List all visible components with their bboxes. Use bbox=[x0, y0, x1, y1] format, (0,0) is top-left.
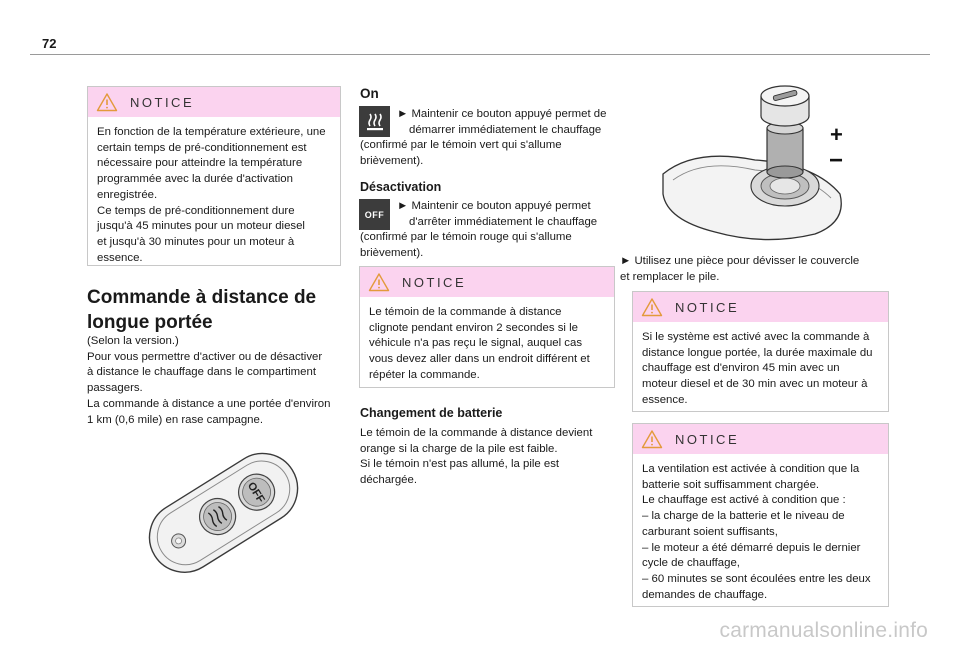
battery-replacement-illustration bbox=[655, 82, 855, 247]
intro-line: passagers. bbox=[87, 382, 143, 395]
heading-battery-change: Changement de batterie bbox=[360, 406, 503, 420]
notice-ventilation bbox=[632, 423, 889, 607]
battery-line: Le témoin de la commande à distance devient bbox=[360, 427, 593, 439]
warning-icon bbox=[641, 429, 663, 449]
header-divider bbox=[30, 54, 930, 55]
warning-icon bbox=[641, 297, 663, 317]
notice-line: jusqu'à 45 minutes pour un moteur diesel bbox=[97, 220, 305, 233]
deactivation-description bbox=[360, 199, 622, 262]
deactivation-line: d'arrêter immédiatement le chauffage bbox=[409, 215, 598, 228]
on-line: ► Maintenir ce bouton appuyé permet de bbox=[397, 108, 607, 120]
deactivation-line: ► Maintenir ce bouton appuyé permet bbox=[397, 200, 591, 212]
notice-line: chauffage est d'environ 45 min avec un bbox=[642, 362, 840, 375]
off-icon-label: OFF bbox=[364, 209, 385, 220]
intro-line: 1 km (0,6 mile) en rase campagne. bbox=[87, 413, 263, 426]
notice-line: essence. bbox=[642, 393, 688, 406]
notice-preconditioning bbox=[87, 86, 341, 266]
notice-line: – la charge de la batterie et le niveau de bbox=[642, 510, 845, 523]
notice-line: – le moteur a été démarré depuis le dernier bbox=[642, 541, 861, 554]
battery-plus-label: + bbox=[830, 122, 843, 147]
intro-line: (Selon la version.) bbox=[87, 335, 179, 347]
notice-title: NOTICE bbox=[675, 431, 740, 447]
section-heading-remote bbox=[87, 285, 347, 335]
notice-line: vous devez aller dans un endroit différent et bbox=[369, 353, 590, 366]
on-line: démarrer immédiatement le chauffage bbox=[409, 123, 602, 136]
notice-max-duration bbox=[632, 291, 889, 412]
page-number: 72 bbox=[42, 36, 57, 51]
intro-line: à distance le chauffage dans le compartiment bbox=[87, 366, 317, 379]
notice-line: véhicule n'a pas reçu le signal, auquel cas bbox=[369, 337, 583, 350]
heading-deactivation: Désactivation bbox=[360, 180, 442, 194]
notice-line: batterie soit suffisamment chargée. bbox=[642, 478, 820, 491]
notice-line: cycle de chauffage, bbox=[642, 557, 740, 570]
watermark: carmanualsonline.info bbox=[719, 619, 928, 642]
remote-control-illustration bbox=[128, 440, 318, 585]
on-line: brièvement). bbox=[360, 155, 424, 168]
notice-line: carburant soient suffisants, bbox=[642, 525, 778, 538]
notice-header bbox=[633, 424, 888, 454]
notice-line: En fonction de la température extérieure, une bbox=[97, 126, 326, 138]
notice-line: demandes de chauffage. bbox=[642, 588, 768, 601]
notice-body bbox=[360, 297, 614, 392]
unscrew-instruction bbox=[620, 254, 900, 285]
on-line: (confirmé par le témoin vert qui s'allume bbox=[360, 139, 562, 152]
battery-line: orange si la charge de la pile est faible. bbox=[360, 442, 558, 455]
deactivation-line: brièvement). bbox=[360, 247, 424, 260]
notice-line: essence. bbox=[97, 251, 143, 264]
on-description bbox=[360, 107, 622, 170]
remote-off-label: OFF bbox=[244, 480, 267, 506]
battery-minus-label: − bbox=[829, 147, 844, 174]
notice-header bbox=[360, 267, 614, 297]
battery-line: Si le témoin n'est pas allumé, la pile est bbox=[360, 458, 560, 471]
battery-description bbox=[360, 426, 622, 489]
notice-line: – 60 minutes se sont écoulées entre les deux bbox=[642, 572, 871, 585]
notice-signal bbox=[359, 266, 615, 388]
notice-line: clignote pendant environ 2 secondes si le bbox=[369, 321, 578, 334]
notice-line: Le chauffage est activé à condition que : bbox=[642, 494, 846, 507]
notice-body bbox=[88, 117, 340, 274]
notice-line: moteur diesel et de 30 min avec un moteur à bbox=[642, 378, 868, 391]
notice-line: nécessaire pour atteindre la température bbox=[97, 157, 303, 170]
notice-header bbox=[88, 87, 340, 117]
notice-line: Si le système est activé avec la commande à bbox=[642, 331, 870, 343]
warning-icon bbox=[96, 92, 118, 112]
notice-line: programmée avec la durée d'activation bbox=[97, 173, 293, 186]
heading-line: longue portée bbox=[87, 312, 213, 333]
heading-line: Commande à distance de bbox=[87, 287, 317, 308]
remote-intro bbox=[87, 334, 347, 428]
notice-line: et jusqu'à 30 minutes pour un moteur à bbox=[97, 235, 295, 248]
notice-line: enregistrée. bbox=[97, 188, 158, 201]
notice-title: NOTICE bbox=[675, 299, 740, 315]
notice-body bbox=[633, 454, 888, 611]
notice-header bbox=[633, 292, 888, 322]
instruction-line: et remplacer le pile. bbox=[620, 270, 720, 283]
notice-title: NOTICE bbox=[402, 274, 467, 290]
deactivation-line: (confirmé par le témoin rouge qui s'allume bbox=[360, 231, 572, 244]
notice-line: certain temps de pré-conditionnement est bbox=[97, 141, 307, 154]
notice-line: distance longue portée, la durée maximale du bbox=[642, 346, 873, 359]
notice-body bbox=[633, 322, 888, 417]
instruction-line: ► Utilisez une pièce pour dévisser le couvercle bbox=[620, 255, 860, 267]
intro-line: La commande à distance a une portée d'environ bbox=[87, 397, 331, 410]
notice-line: répéter la commande. bbox=[369, 368, 480, 381]
notice-line: La ventilation est activée à condition que la bbox=[642, 463, 860, 475]
notice-line: Ce temps de pré-conditionnement dure bbox=[97, 204, 295, 217]
battery-line: déchargée. bbox=[360, 474, 417, 487]
notice-line: Le témoin de la commande à distance bbox=[369, 306, 562, 318]
intro-line: Pour vous permettre d'activer ou de désactiver bbox=[87, 350, 323, 363]
heading-on: On bbox=[360, 86, 379, 101]
warning-icon bbox=[368, 272, 390, 292]
notice-title: NOTICE bbox=[130, 94, 195, 110]
